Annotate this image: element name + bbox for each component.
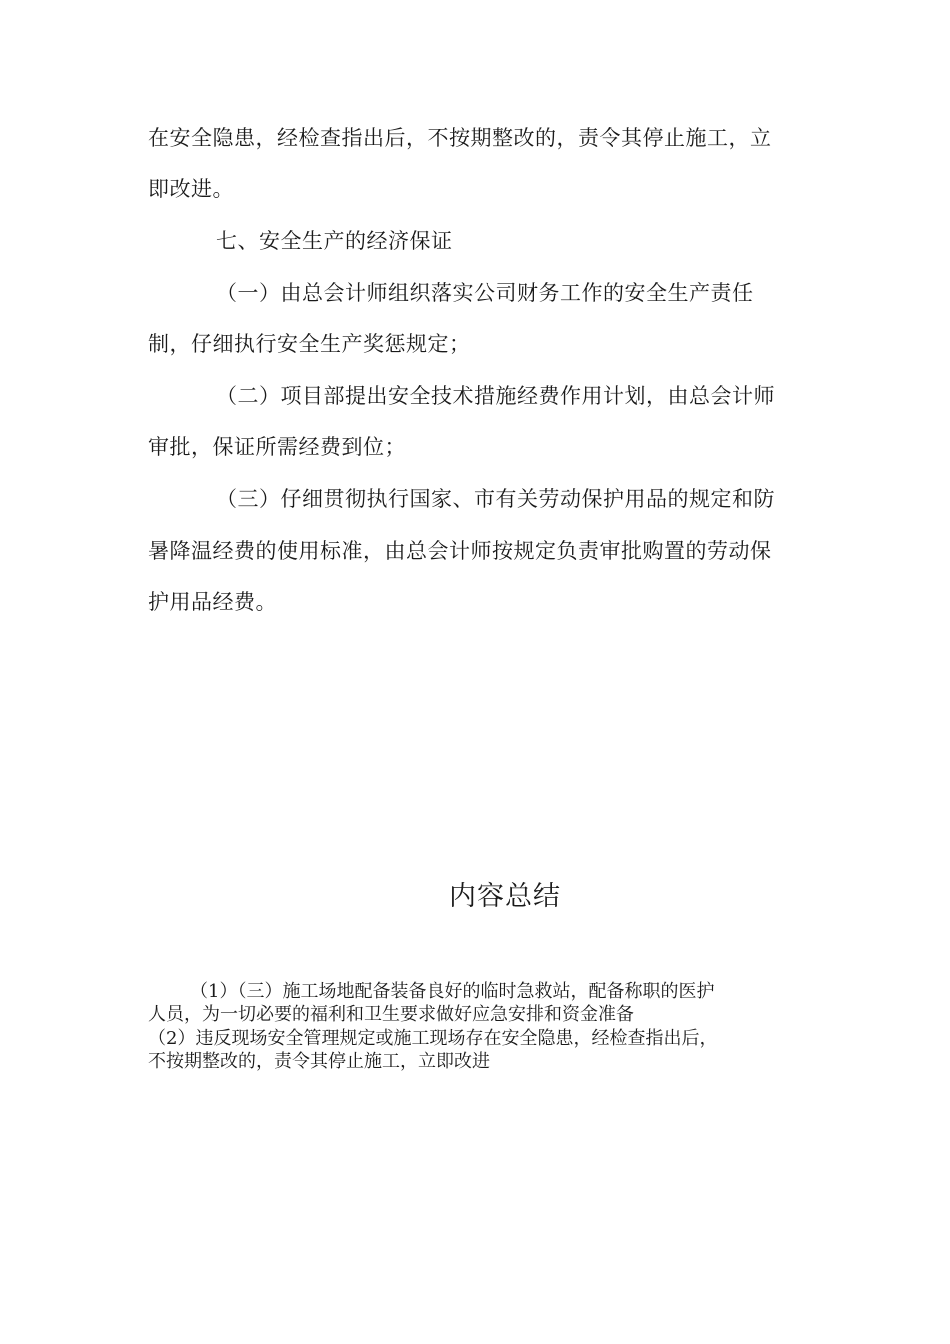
body-line: 在安全隐患，经检查指出后，不按期整改的，责令其停止施工，立 [148,126,772,150]
section-heading: 七、安全生产的经济保证 [216,229,453,253]
body-line: 护用品经费。 [148,590,277,614]
summary-title: 内容总结 [449,881,561,912]
body-line: 制，仔细执行安全生产奖惩规定； [148,332,471,356]
body-line: 审批，保证所需经费到位； [148,435,406,459]
body-line: 即改进。 [148,177,234,201]
body-line: 暑降温经费的使用标准，由总会计师按规定负责审批购置的劳动保 [148,539,772,563]
summary-line: （1）（三）施工场地配备装备良好的临时急救站，配备称职的医护 [190,981,715,1002]
body-line: （三）仔细贯彻执行国家、市有关劳动保护用品的规定和防 [216,487,775,511]
summary-line: 不按期整改的，责令其停止施工，立即改进 [148,1051,490,1072]
body-line: （一）由总会计师组织落实公司财务工作的安全生产责任 [216,281,754,305]
summary-line: 人员，为一切必要的福利和卫生要求做好应急安排和资金准备 [148,1004,634,1025]
summary-line: （2）违反现场安全管理规定或施工现场存在安全隐患，经检查指出后， [148,1028,718,1049]
body-line: （二）项目部提出安全技术措施经费作用计划，由总会计师 [216,384,775,408]
